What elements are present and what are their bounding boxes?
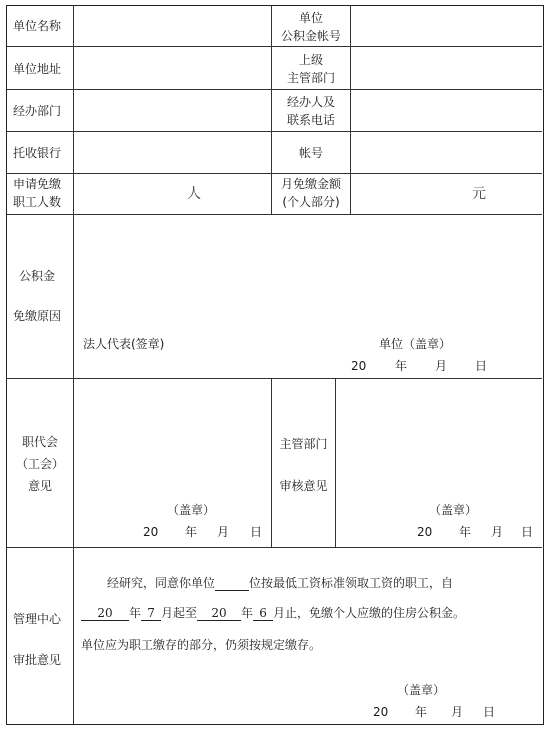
- date-day: 日: [483, 705, 496, 719]
- date-day: 日: [521, 525, 534, 539]
- exemption-form: [6, 5, 544, 725]
- row-divider: [7, 378, 542, 379]
- label-unit-account-line2: 公积金帐号: [280, 29, 341, 43]
- row-divider: [7, 131, 542, 132]
- label-mgmt-line1: 管理中心: [13, 612, 62, 626]
- mgmt-seal: （盖章）: [397, 683, 446, 697]
- label-mgmt-line2: 审批意见: [13, 653, 62, 667]
- row-divider: [7, 173, 542, 174]
- label-review-line2: 审核意见: [279, 479, 328, 493]
- label-reason-line1: 公积金: [19, 269, 56, 283]
- approval-text: 月起至: [161, 606, 198, 620]
- row-divider: [7, 89, 542, 90]
- unit-person: 人: [187, 186, 201, 202]
- date-month: 月: [451, 705, 464, 719]
- blank-year-start: 20: [81, 606, 129, 621]
- label-handler-line1: 经办人及: [286, 95, 335, 109]
- date-day: 日: [475, 359, 488, 373]
- approval-text: 年: [129, 606, 142, 620]
- label-unit-account-line1: 单位: [298, 11, 323, 25]
- unit-yuan: 元: [472, 186, 486, 202]
- row-divider: [7, 214, 542, 215]
- date-year-prefix: 20: [373, 705, 389, 719]
- blank-year-end: 20: [197, 606, 241, 621]
- col-divider: [271, 378, 272, 547]
- label-superior-line1: 上级: [298, 53, 323, 67]
- date-year: 年: [415, 705, 428, 719]
- label-reason-line2: 免缴原因: [13, 309, 62, 323]
- label-union-line2: （工会）: [15, 457, 64, 471]
- col-divider: [350, 6, 351, 214]
- row-divider: [7, 547, 542, 548]
- approval-text-line1: [107, 568, 541, 598]
- date-month: 月: [435, 359, 448, 373]
- date-month: 月: [217, 525, 230, 539]
- approval-text-line3: 单位应为职工缴存的部分，仍须按规定缴存。: [81, 638, 322, 652]
- label-handler-line2: 联系电话: [286, 113, 335, 127]
- label-unit-name: 单位名称: [13, 19, 62, 33]
- label-apply-count-line1: 申请免缴: [13, 177, 62, 191]
- col-divider: [73, 6, 74, 724]
- col-divider: [335, 378, 336, 547]
- blank-count: [215, 576, 249, 591]
- row-divider: [7, 46, 542, 47]
- label-apply-count-line2: 职工人数: [13, 195, 62, 209]
- date-year: 年: [185, 525, 198, 539]
- label-account-no: 帐号: [298, 146, 323, 160]
- date-day: 日: [250, 525, 263, 539]
- date-month: 月: [491, 525, 504, 539]
- blank-month-end: 6: [253, 606, 273, 621]
- date-year-prefix: 20: [351, 359, 367, 373]
- approval-text: 位按最低工资标准领取工资的职工，自: [249, 576, 454, 590]
- date-year: 年: [395, 359, 408, 373]
- label-superior-line2: 主管部门: [286, 71, 335, 85]
- approval-text: 经研究，同意你单位: [107, 576, 216, 590]
- legal-representative-signature: 法人代表(签章): [83, 337, 165, 351]
- approval-text-line2: [81, 598, 541, 628]
- union-seal: （盖章）: [167, 503, 216, 517]
- label-handling-dept: 经办部门: [13, 104, 62, 118]
- date-year: 年: [459, 525, 472, 539]
- label-monthly-amount-line1: 月免缴金额: [280, 177, 341, 191]
- label-review-line1: 主管部门: [279, 437, 328, 451]
- blank-month-start: 7: [141, 606, 161, 621]
- label-monthly-amount-line2: (个人部分): [282, 195, 340, 209]
- label-union-line3: 意见: [27, 479, 52, 493]
- date-year-prefix: 20: [417, 525, 433, 539]
- label-bank: 托收银行: [13, 146, 62, 160]
- date-year-prefix: 20: [143, 525, 159, 539]
- unit-seal: 单位（盖章）: [379, 337, 452, 351]
- label-union-line1: 职代会: [21, 435, 58, 449]
- approval-text: 月止，免缴个人应缴的住房公积金。: [273, 606, 466, 620]
- review-seal: （盖章）: [429, 503, 478, 517]
- approval-text: 年: [241, 606, 254, 620]
- label-unit-address: 单位地址: [13, 62, 62, 76]
